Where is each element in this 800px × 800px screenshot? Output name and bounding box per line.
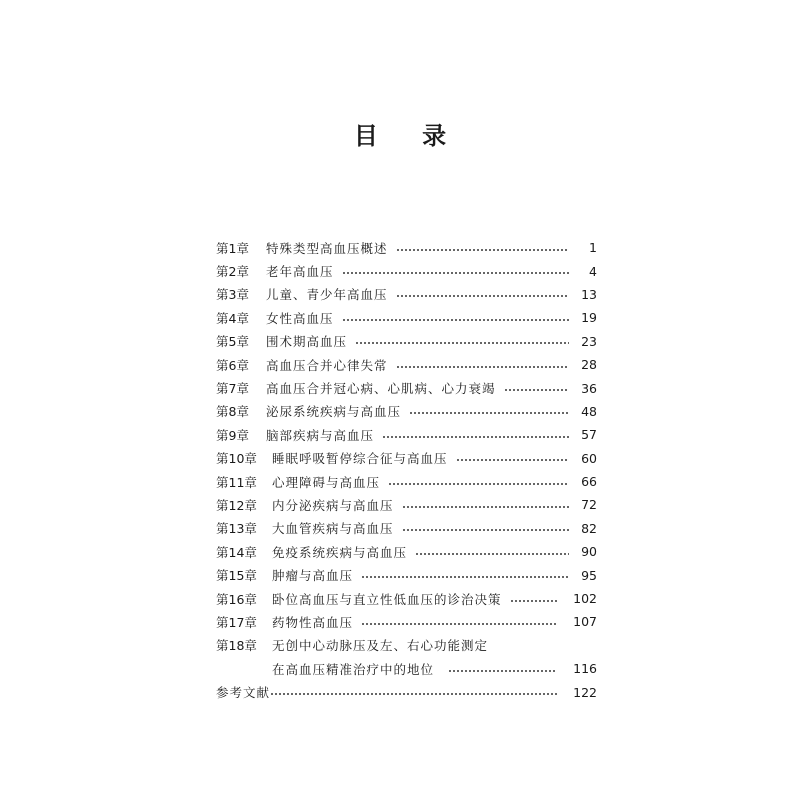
page-number: 72 <box>581 497 597 513</box>
chapter-label: 第10章 <box>216 451 257 467</box>
dot-leader <box>342 272 569 274</box>
toc-entry[interactable] <box>216 587 597 610</box>
chapter-title: 脑部疾病与高血压 <box>266 427 375 443</box>
chapter-title: 儿童、青少年高血压 <box>266 287 388 303</box>
dot-leader <box>409 412 569 414</box>
toc-entry[interactable] <box>216 470 597 493</box>
chapter-title: 在高血压精准治疗中的地位 <box>272 661 435 677</box>
toc-entry[interactable] <box>216 540 597 563</box>
toc-entry[interactable] <box>216 306 597 329</box>
chapter-label: 第16章 <box>216 591 257 607</box>
dot-leader <box>396 295 569 297</box>
page-number: 57 <box>581 427 597 443</box>
chapter-label: 第1章 <box>216 240 249 256</box>
chapter-title: 内分泌疾病与高血压 <box>272 497 394 513</box>
page-number: 13 <box>581 286 597 302</box>
toc-entry[interactable] <box>216 423 597 446</box>
chapter-label: 第14章 <box>216 544 257 560</box>
page-number: 28 <box>581 357 597 373</box>
toc-entry-continued[interactable] <box>216 657 597 680</box>
chapter-title: 免疫系统疾病与高血压 <box>272 544 408 560</box>
references-title: 参考文献 <box>216 685 271 701</box>
chapter-title: 卧位高血压与直立性低血压的诊治决策 <box>272 591 502 607</box>
chapter-label: 第9章 <box>216 427 249 443</box>
chapter-label: 第6章 <box>216 357 249 373</box>
page-number: 48 <box>581 403 597 419</box>
dot-leader <box>448 670 557 672</box>
chapter-title: 高血压合并冠心病、心肌病、心力衰竭 <box>266 381 496 397</box>
chapter-label: 第11章 <box>216 474 257 490</box>
dot-leader <box>396 366 569 368</box>
page-number: 66 <box>581 474 597 490</box>
toc-entry[interactable] <box>216 353 597 376</box>
dot-leader <box>382 436 569 438</box>
dot-leader <box>415 553 569 555</box>
chapter-title: 老年高血压 <box>266 264 334 280</box>
toc-entry[interactable] <box>216 400 597 423</box>
dot-leader <box>504 389 569 391</box>
dot-leader <box>388 483 569 485</box>
chapter-label: 第17章 <box>216 614 257 630</box>
chapter-label: 第7章 <box>216 381 249 397</box>
page-number: 19 <box>581 310 597 326</box>
toc-entry[interactable] <box>216 517 597 540</box>
page-number: 36 <box>581 380 597 396</box>
dot-leader <box>402 529 569 531</box>
chapter-label: 第4章 <box>216 310 249 326</box>
page-number: 116 <box>573 661 597 677</box>
chapter-label: 第15章 <box>216 568 257 584</box>
chapter-label: 第3章 <box>216 287 249 303</box>
chapter-label: 第13章 <box>216 521 257 537</box>
chapter-title: 药物性高血压 <box>272 614 354 630</box>
page-number: 4 <box>589 263 597 279</box>
toc-entry[interactable] <box>216 376 597 399</box>
page-number: 95 <box>581 567 597 583</box>
chapter-label: 第5章 <box>216 334 249 350</box>
toc-entry[interactable] <box>216 236 597 259</box>
dot-leader <box>361 576 569 578</box>
chapter-title: 睡眠呼吸暂停综合征与高血压 <box>272 451 448 467</box>
page-number: 122 <box>573 684 597 700</box>
chapter-title: 高血压合并心律失常 <box>266 357 388 373</box>
toc-entry[interactable] <box>216 259 597 282</box>
toc-entry[interactable] <box>216 330 597 353</box>
toc-entry[interactable] <box>216 563 597 586</box>
toc-entry-references[interactable] <box>216 680 597 703</box>
chapter-label: 第12章 <box>216 497 257 513</box>
dot-leader <box>402 506 569 508</box>
dot-leader <box>355 342 569 344</box>
dot-leader <box>456 459 569 461</box>
page-number: 90 <box>581 544 597 560</box>
chapter-title: 泌尿系统疾病与高血压 <box>266 404 402 420</box>
chapter-title: 围术期高血压 <box>266 334 348 350</box>
chapter-label: 第18章 <box>216 638 257 654</box>
toc-entry[interactable] <box>216 447 597 470</box>
page-number: 1 <box>589 240 597 256</box>
chapter-title: 特殊类型高血压概述 <box>266 240 388 256</box>
toc-entry[interactable] <box>216 634 597 657</box>
dot-leader <box>510 600 558 602</box>
chapter-label: 第8章 <box>216 404 249 420</box>
dot-leader <box>342 319 569 321</box>
page-number: 82 <box>581 520 597 536</box>
dot-leader <box>270 693 557 695</box>
toc-entry[interactable] <box>216 283 597 306</box>
chapter-title: 女性高血压 <box>266 310 334 326</box>
chapter-label: 第2章 <box>216 264 249 280</box>
page-title: 目 录 <box>353 122 465 150</box>
chapter-title: 大血管疾病与高血压 <box>272 521 394 537</box>
toc-entry[interactable] <box>216 610 597 633</box>
chapter-title: 心理障碍与高血压 <box>272 474 381 490</box>
toc-entry[interactable] <box>216 493 597 516</box>
page-number: 60 <box>581 450 597 466</box>
page-number: 102 <box>573 591 597 607</box>
dot-leader <box>361 623 557 625</box>
page-number: 23 <box>581 333 597 349</box>
dot-leader <box>396 249 569 251</box>
table-of-contents <box>216 236 597 704</box>
chapter-title: 无创中心动脉压及左、右心功能测定 <box>272 638 489 654</box>
page-number: 107 <box>573 614 597 630</box>
chapter-title: 肿瘤与高血压 <box>272 568 354 584</box>
